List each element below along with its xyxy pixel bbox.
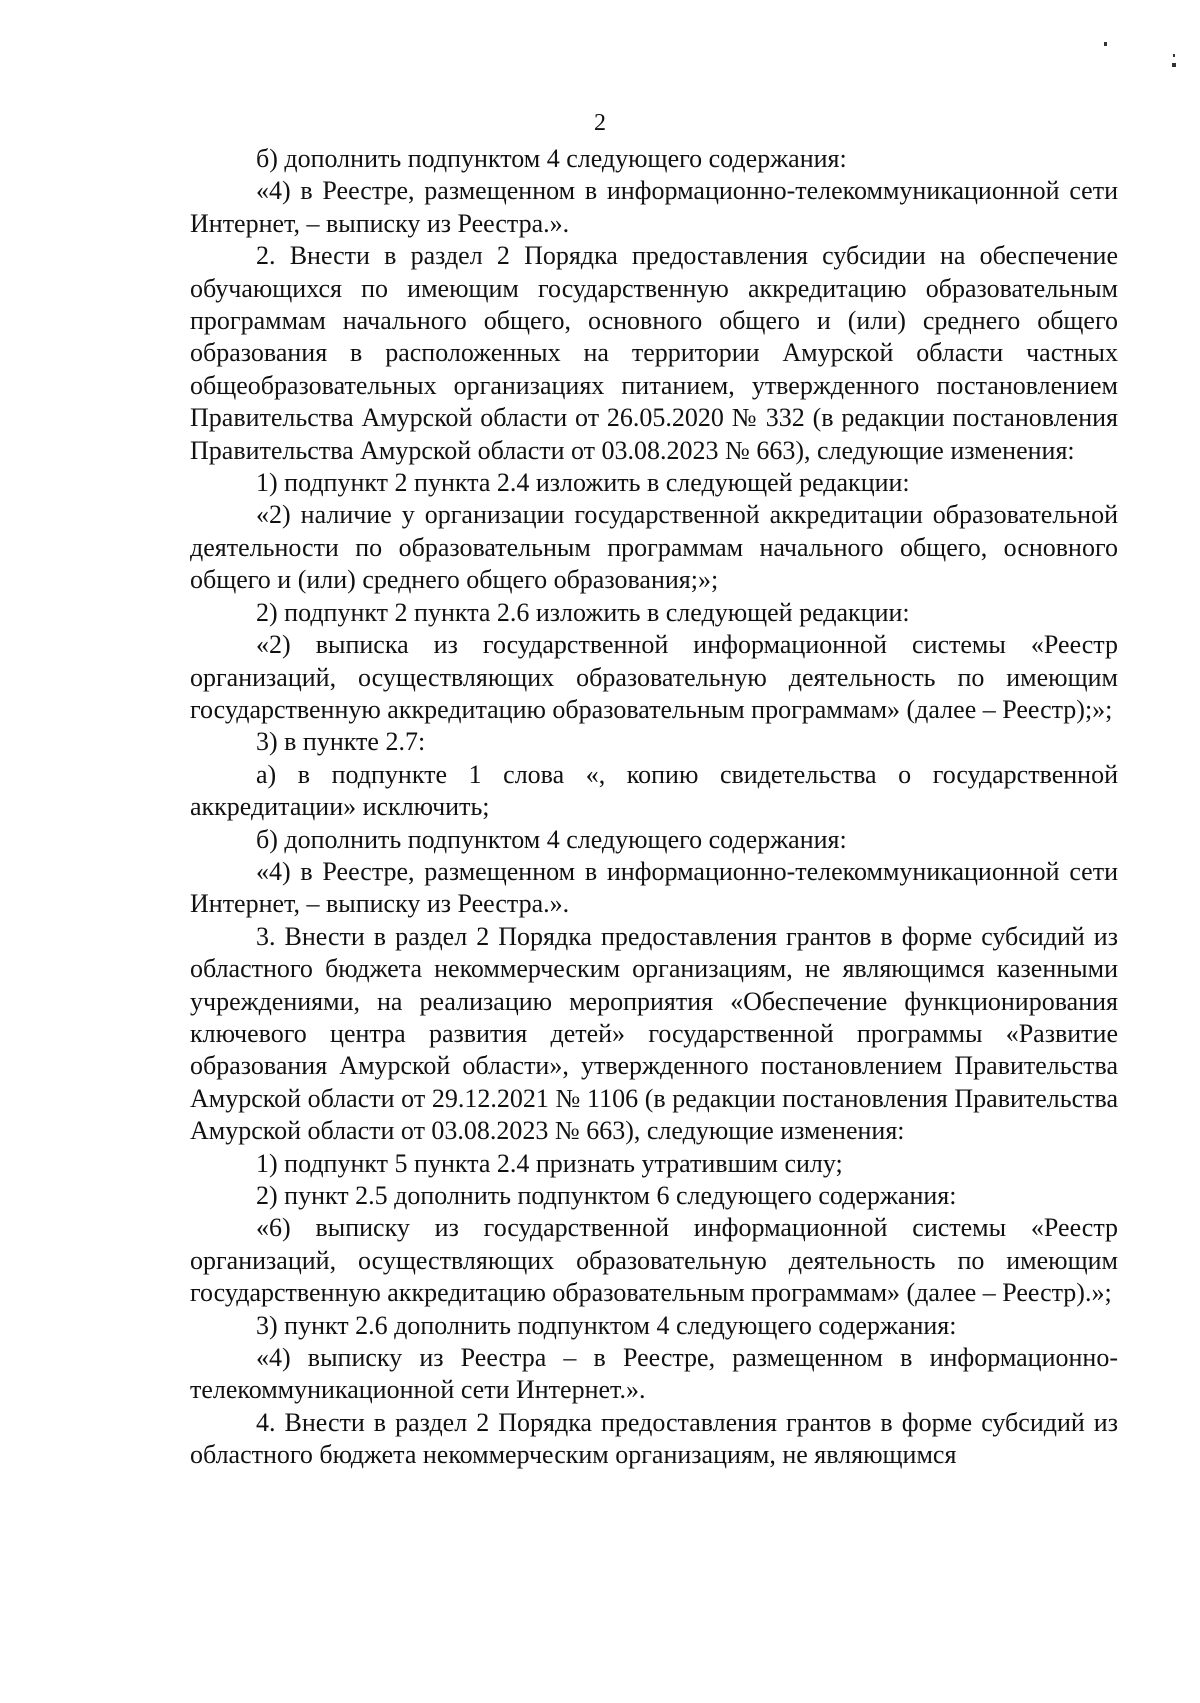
paragraph: «4) выписку из Реестра – в Реестре, размещенном в информационно-телекоммуникационной сети Интернет.». (190, 1343, 1118, 1405)
paragraph: 3) пункт 2.6 дополнить подпунктом 4 следующего содержания: (256, 1310, 957, 1340)
scan-speck (1104, 42, 1107, 46)
scan-speck (1173, 54, 1175, 57)
document-body (190, 143, 1118, 1472)
paragraph: б) дополнить подпунктом 4 следующего содержания: (256, 824, 847, 854)
paragraph: «4) в Реестре, размещенном в информационно-телекоммуникационной сети Интернет, – выписку из Реестра.». (190, 856, 1118, 919)
paragraph: «6) выписку из государственной информационной системы «Реестр организаций, осуществляющих образовательную деятельность по имеющим государственную аккредитацию образовательным программам» (далее – Реестр).»; (190, 1213, 1118, 1308)
paragraph: 1) подпункт 2 пункта 2.4 изложить в следующей редакции: (256, 468, 910, 498)
paragraph: 3) в пункте 2.7: (256, 727, 426, 757)
paragraph: б) дополнить подпунктом 4 следующего содержания: (256, 144, 847, 173)
paragraph: 2. Внести в раздел 2 Порядка предоставления субсидии на обеспечение обучающихся по имеющим государственную аккредитацию образовательным программам начального общего, основного общего и (или) среднего общего образования в расположенных на территории Амурской области частных общеобразовательных организациях питанием, утвержденного постановлением Правительства Амурской области от 26.05.2020 № 332 (в редакции постановления Правительства Амурской области от 03.08.2023 № 663), следующие изменения: (190, 241, 1118, 465)
paragraph: 2) пункт 2.5 дополнить подпунктом 6 следующего содержания: (256, 1181, 957, 1210)
scan-speck (1172, 63, 1176, 67)
paragraph: 3. Внести в раздел 2 Порядка предоставления грантов в форме субсидий из областного бюджета некоммерческим организациям, не являющимся казенными учреждениями, на реализацию мероприятия «Обеспечение функционирования ключевого центра развития детей» государственной программы «Развитие образования Амурской области», утвержденного постановлением Правительства Амурской области от 29.12.2021 № 1106 (в редакции постановления Правительства Амурской области от 03.08.2023 № 663), следующие изменения: (190, 921, 1118, 1146)
paragraph: 2) подпункт 2 пункта 2.6 изложить в следующей редакции: (256, 597, 910, 627)
paragraph: а) в подпункте 1 слова «, копию свидетельства о государственной аккредитации» исключить; (190, 759, 1118, 822)
page-number: 2 (594, 110, 606, 136)
paragraph: «4) в Реестре, размещенном в информационно-телекоммуникационной сети Интернет, – выписку из Реестра.». (190, 176, 1118, 238)
paragraph: «2) выписка из государственной информационной системы «Реестр организаций, осуществляющих образовательную деятельность по имеющим государственную аккредитацию образовательным программам» (далее – Реестр);»; (190, 630, 1118, 724)
paragraph: 1) подпункт 5 пункта 2.4 признать утратившим силу; (256, 1148, 843, 1178)
paragraph: «2) наличие у организации государственной аккредитации образовательной деятельности по образовательным программам начального общего, основного общего и (или) среднего общего образования;»; (190, 500, 1118, 595)
paragraph: 4. Внести в раздел 2 Порядка предоставления грантов в форме субсидий из областного бюджета некоммерческим организациям, не являющимся (190, 1407, 1118, 1470)
